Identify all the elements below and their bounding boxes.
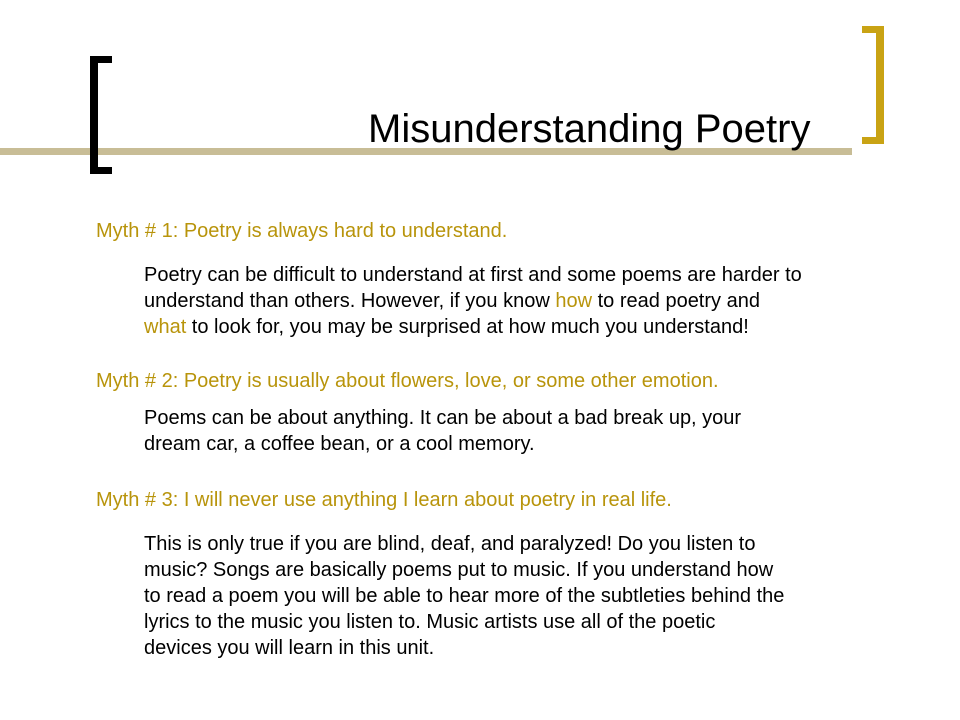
myth-1-line-1: Poetry can be difficult to understand at first and some poems are harder to bbox=[144, 264, 802, 286]
myth-1-line-2-text-a: understand than others. However, if you know bbox=[144, 290, 556, 312]
myth-3-line-2: music? Songs are basically poems put to music. If you understand how bbox=[144, 559, 774, 581]
myth-3-body bbox=[144, 531, 944, 661]
myth-1-line-3 bbox=[144, 314, 944, 340]
myth-2-line-2: dream car, a coffee bean, or a cool memory. bbox=[144, 433, 535, 455]
myth-3-line-1: This is only true if you are blind, deaf, and paralyzed! Do you listen to bbox=[144, 533, 756, 555]
myth-1-heading: Myth # 1: Poetry is always hard to understand. bbox=[96, 220, 508, 242]
myth-3-line-3: to read a poem you will be able to hear more of the subtleties behind the bbox=[144, 585, 785, 607]
highlight-what: what bbox=[144, 316, 187, 338]
myth-1-body bbox=[144, 262, 944, 340]
left-bracket bbox=[90, 56, 112, 174]
myth-3-line-5: devices you will learn in this unit. bbox=[144, 637, 435, 659]
myth-2-line-1: Poems can be about anything. It can be about a bad break up, your bbox=[144, 407, 742, 429]
myth-1-line-3-text-b: to look for, you may be surprised at how much you understand! bbox=[186, 316, 749, 338]
highlight-how: how bbox=[555, 290, 593, 312]
right-bracket bbox=[862, 26, 884, 144]
myth-1-line-2-text-b: to read poetry and bbox=[592, 290, 760, 312]
myth-1-line-2 bbox=[144, 288, 944, 314]
myth-2-heading: Myth # 2: Poetry is usually about flowers, love, or some other emotion. bbox=[96, 370, 719, 392]
slide-title: Misunderstanding Poetry bbox=[368, 107, 811, 151]
myth-3-line-4: lyrics to the music you listen to. Music artists use all of the poetic bbox=[144, 611, 716, 633]
myth-3-heading: Myth # 3: I will never use anything I learn about poetry in real life. bbox=[96, 489, 672, 511]
myth-2-body bbox=[144, 405, 944, 457]
